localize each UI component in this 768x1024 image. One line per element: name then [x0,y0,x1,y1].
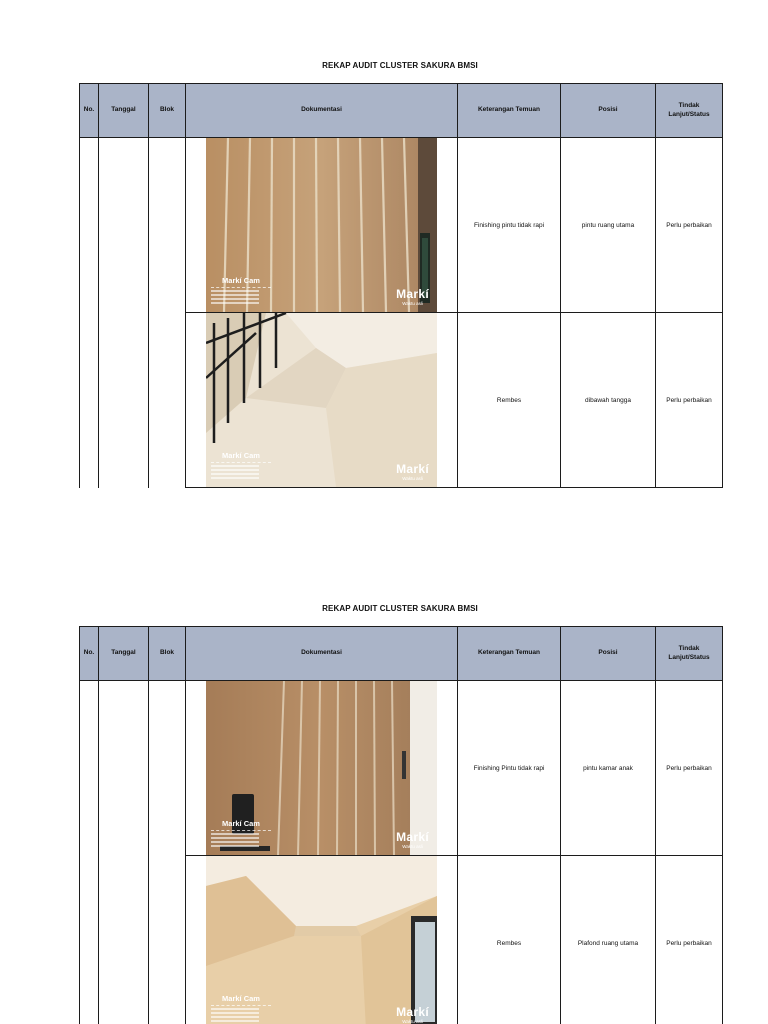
report-title: REKAP AUDIT CLUSTER SAKURA BMSI [322,604,478,613]
cell-keterangan: Finishing pintu tidak rapi [458,138,561,313]
photo-stamp [211,452,271,481]
cell-no [80,138,99,488]
cell-dokumentasi [186,138,458,313]
cell-keterangan: Finishing Pintu tidak rapi [458,681,561,856]
stamp-camera-name: Markí Cam [222,451,260,461]
logo-name: Markí [396,287,429,301]
cell-status: Perlu perbaikan [656,681,723,856]
header-tanggal: Tanggal [99,627,149,681]
audit-section-2 [0,543,768,1024]
cell-status: Perlu perbaikan [656,313,723,488]
cell-tanggal [99,138,149,488]
cell-blok [149,138,186,488]
header-blok: Blok [149,84,186,138]
logo-name: Markí [396,830,429,844]
table-header-row [80,627,723,681]
header-posisi: Posisi [561,627,656,681]
photo-logo [396,1005,429,1024]
header-tanggal: Tanggal [99,84,149,138]
cell-status: Perlu perbaikan [656,138,723,313]
logo-name: Markí [396,1005,429,1019]
photo-logo [396,830,429,849]
cell-posisi: pintu ruang utama [561,138,656,313]
header-blok: Blok [149,627,186,681]
cell-blok [149,681,186,1024]
header-no: No. [80,627,99,681]
table-header-row [80,84,723,138]
cell-posisi: Plafond ruang utama [561,856,656,1024]
audit-table [79,626,723,1024]
cell-tanggal [99,681,149,1024]
audit-table [79,83,723,488]
logo-sub: Waktu asli [402,301,423,306]
cell-dokumentasi [186,856,458,1024]
cell-dokumentasi [186,313,458,488]
stamp-camera-name: Markí Cam [222,994,260,1004]
photo-wood-door-2 [206,681,437,855]
photo-under-stairs [206,313,437,487]
photo-logo [396,287,429,306]
header-tindak: Tindak Lanjut/Status [656,84,723,138]
header-keterangan: Keterangan Temuan [458,84,561,138]
cell-no [80,681,99,1024]
header-posisi: Posisi [561,84,656,138]
logo-sub: Waktu asli [402,476,423,481]
header-dokumentasi: Dokumentasi [186,84,458,138]
photo-stamp [211,820,271,849]
cell-dokumentasi [186,681,458,856]
photo-ceiling [206,856,437,1024]
logo-name: Markí [396,462,429,476]
cell-posisi: dibawah tangga [561,313,656,488]
photo-stamp [211,995,271,1024]
cell-keterangan: Rembes [458,313,561,488]
report-title: REKAP AUDIT CLUSTER SAKURA BMSI [322,61,478,70]
stamp-camera-name: Markí Cam [222,276,260,286]
header-keterangan: Keterangan Temuan [458,627,561,681]
header-no: No. [80,84,99,138]
cell-keterangan: Rembes [458,856,561,1024]
photo-wood-door [206,138,437,312]
cell-posisi: pintu kamar anak [561,681,656,856]
audit-section-1 [0,0,768,500]
cell-status: Perlu perbaikan [656,856,723,1024]
header-tindak: Tindak Lanjut/Status [656,627,723,681]
table-row [80,681,723,856]
logo-sub: Waktu asli [402,1019,423,1024]
photo-logo [396,462,429,481]
photo-stamp [211,277,271,306]
logo-sub: Waktu asli [402,844,423,849]
stamp-camera-name: Markí Cam [222,819,260,829]
table-row [80,138,723,313]
header-dokumentasi: Dokumentasi [186,627,458,681]
